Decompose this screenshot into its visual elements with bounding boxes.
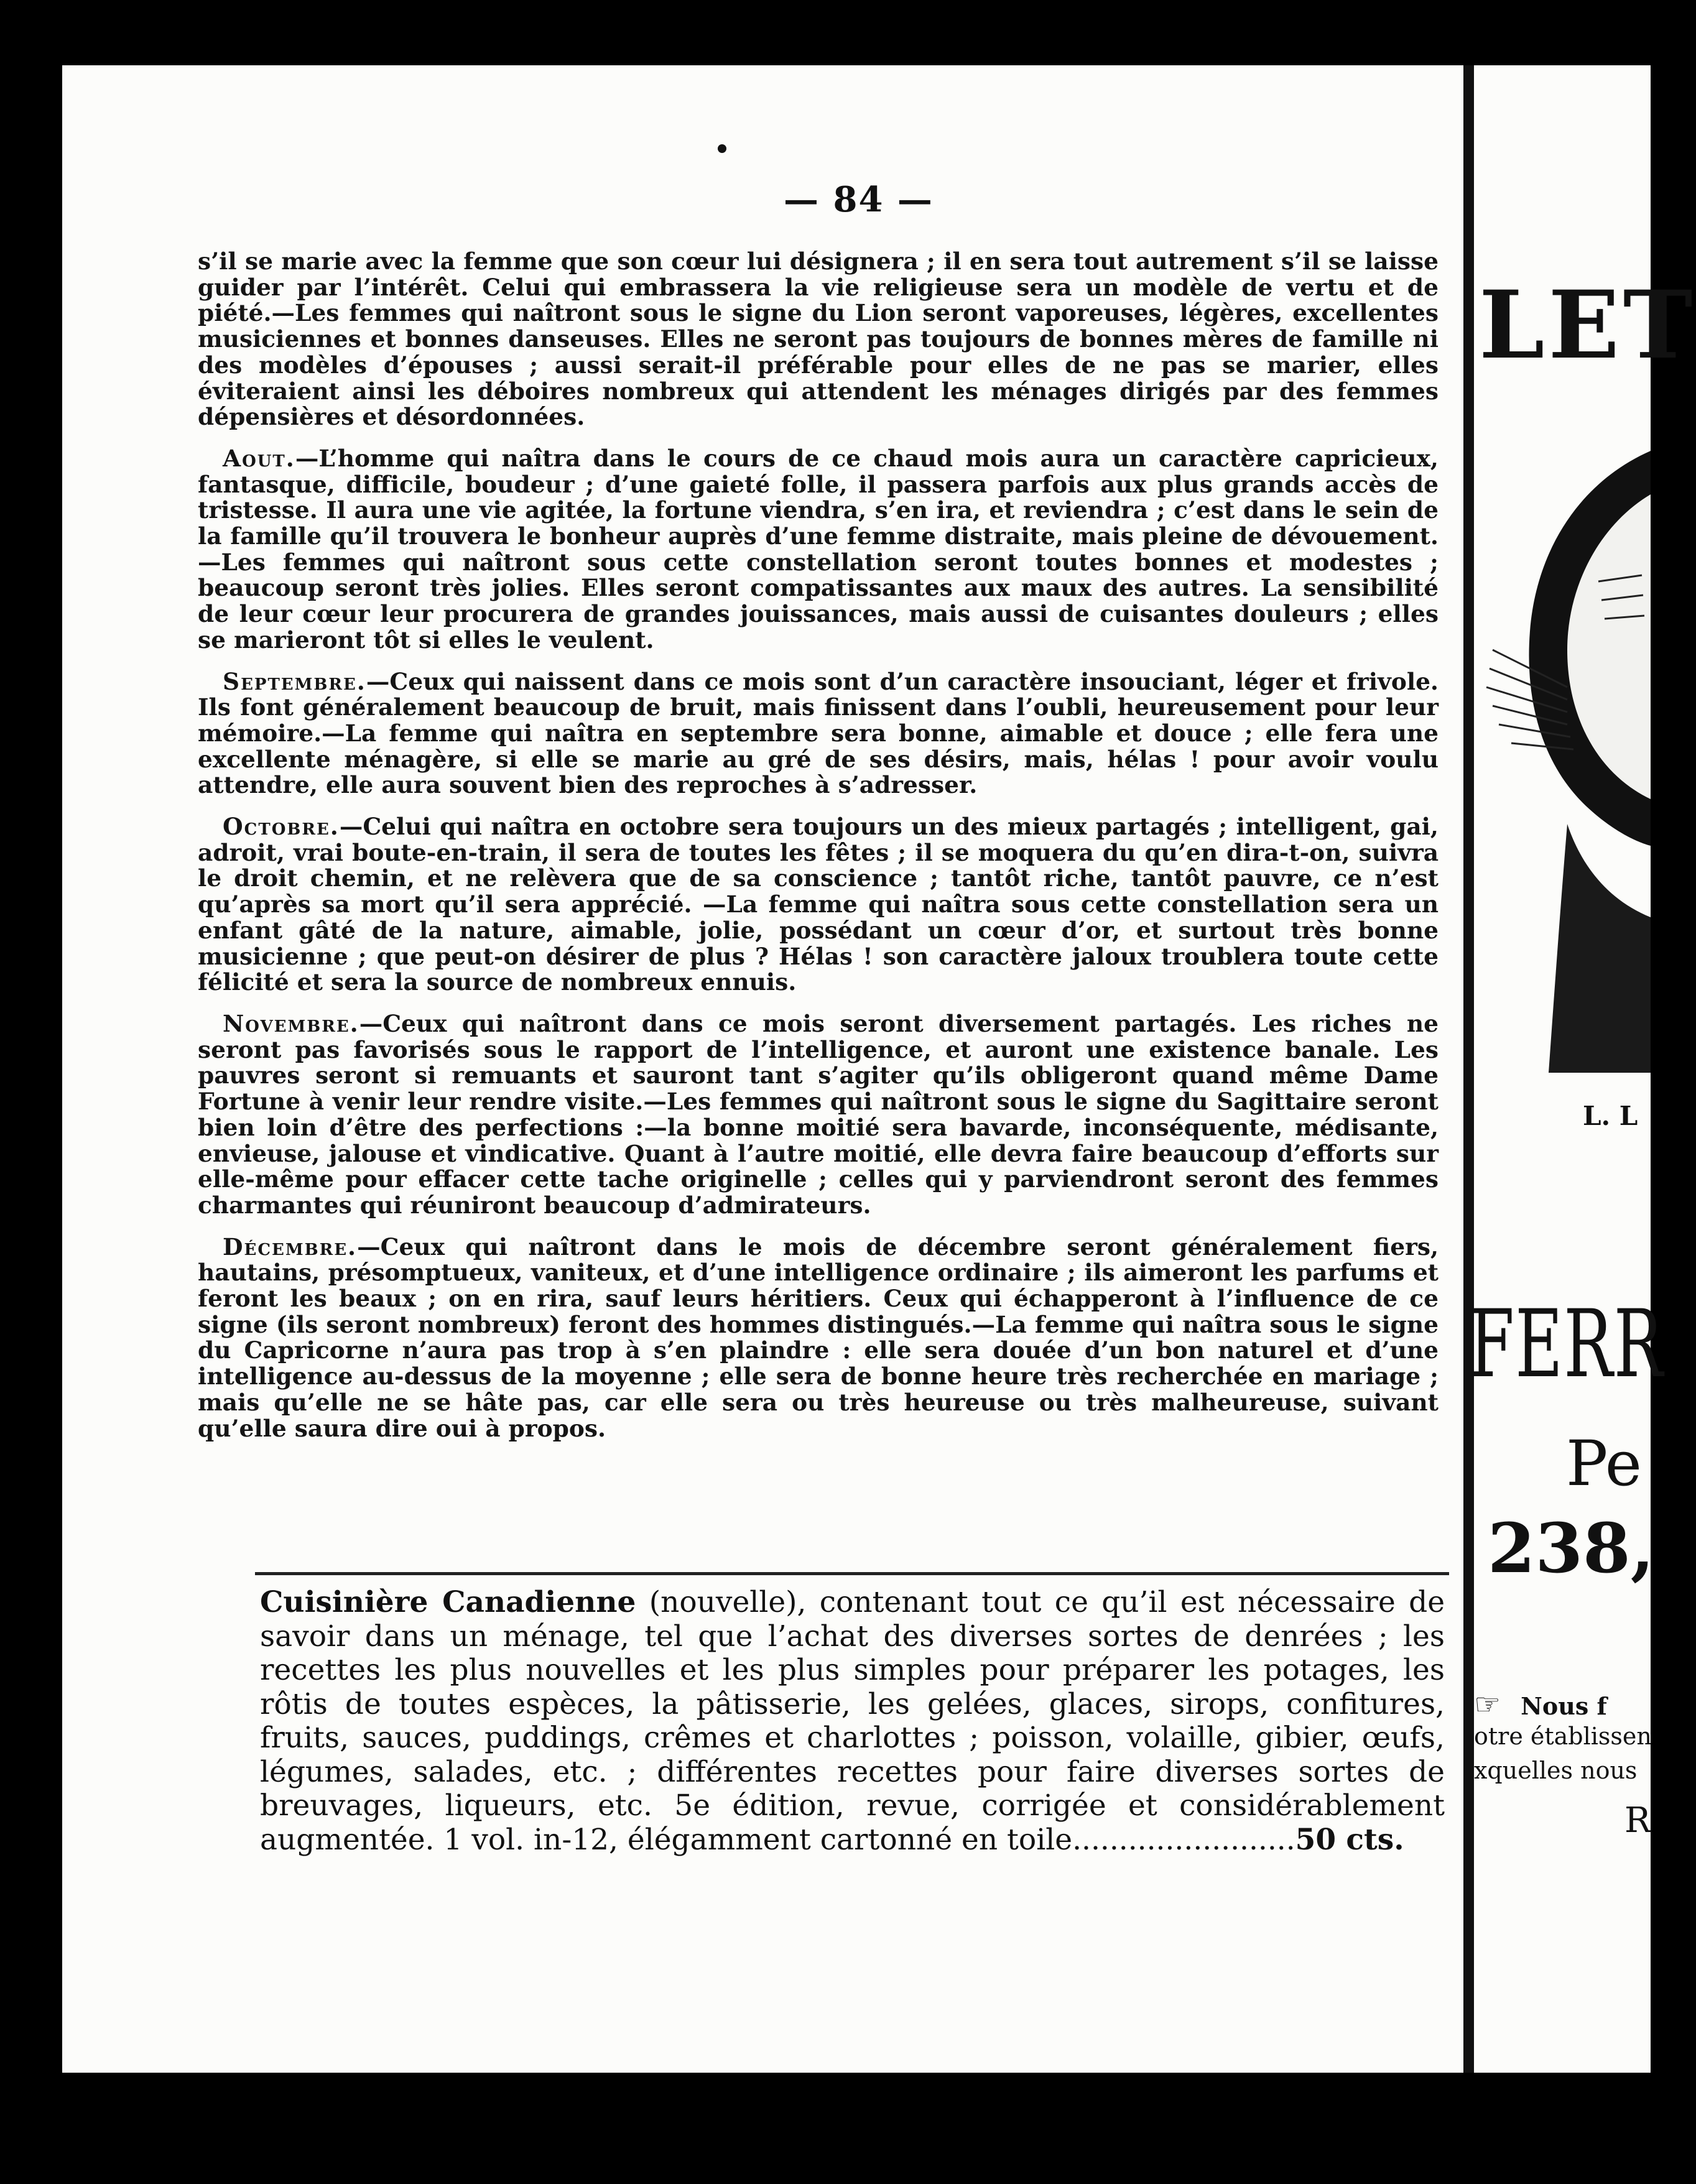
month-lead: Octobre. [223,813,340,841]
text-paragraph [198,446,1439,654]
paragraph-body: —L’homme qui naîtra dans le cours de ce chaud mois aura un caractère capricieux, fantasque, difficile, boudeur ; d’une gaieté folle, il passera parfois aux plus grands accès de tristesse. Il aura une vie agitée, la fortune viendra, s’en ira, et reviendra ; c’est dans le sein de la famille qu’il trouvera le bonheur auprès d’une femme distraite, mais pleine de dévouement.—Les femmes qui naîtront sous cette constellation seront toutes bonnes et modestes ; beaucoup seront très jolies. Elles seront compatissantes aux maux des autres. La sensibilité de leur cœur leur procurera de grandes jouissances, mais aussi de cuisantes douleurs ; elles se marieront tôt si elles le veulent. [198,444,1439,654]
facing-address: 238, [1488,1508,1654,1588]
notice-bold: Nous f [1521,1692,1607,1720]
advert-body: (nouvelle), contenant tout ce qu’il est nécessaire de savoir dans un ménage, tel que l’achat des diverses sortes de denrées ; les recettes les plus nouvelles et les plus simples pour préparer les potages, les rôtis de toutes espèces, la pâtisserie, les gelées, glaces, sirops, confitures, fruits, sauces, puddings, crêmes et charlottes ; poisson, volaille, gibier, œufs, légumes, salades, etc. ; différentes recettes pour faire diverses sortes de breuvages, liqueurs, etc. 5e édition, revue, corrigée et considérablement augmentée. 1 vol. in-12, élégamment cartonné en toile [260,1585,1445,1857]
facing-name: FERR [1469,1290,1664,1399]
advert-price: 50 cts. [1295,1822,1404,1857]
text-paragraph [198,249,1439,430]
pointing-hand-icon: ☞ [1474,1687,1501,1722]
facing-heading: LET [1479,271,1696,380]
paragraph-body: —Ceux qui naissent dans ce mois sont d’un caractère insouciant, léger et frivole. Ils font généralement beaucoup de bruit, mais finissent dans l’oubli, heureusement pour leur mémoire.—La femme qui naîtra en septembre sera bonne, aimable et douce ; elle fera une excellente ménagère, si elle se marie au gré de ses désirs, mais, hélas ! pour avoir voulu attendre, elle aura souvent bien des reproches à s’adresser. [198,667,1439,799]
section-rule [255,1572,1449,1575]
month-lead: Décembre. [223,1233,358,1261]
advert-title: Cuisinière Canadienne [260,1585,636,1619]
zodiac-text-column [198,249,1439,1457]
month-lead: Aout. [223,444,295,472]
advert-leader: ........................ [1072,1822,1295,1857]
facing-notice-line-2: otre établissen [1474,1723,1652,1750]
ink-dot [718,144,726,153]
text-paragraph [198,814,1439,996]
paragraph-body: —Ceux qui naîtront dans ce mois seront diversement partagés. Les riches ne seront pas favorisés sous le rapport de l’intelligence, et auront une existence banale. Les pauvres seront si remuants et sauront tant s’agiter qu’ils obligeront quand même Dame Fortune à venir leur rendre visite.—Les femmes qui naîtront sous le signe du Sagittaire seront bien loin d’être des perfections :—la bonne moitié sera bavarde, inconséquente, médisante, envieuse, jalouse et vindicative. Quant à l’autre moitié, elle devra faire beaucoup d’efforts sur elle-même pour effacer cette tache originelle ; celles qui y parviendront seront des femmes charmantes qui réuniront beaucoup d’admirateurs. [198,1009,1439,1219]
paragraph-body: —Ceux qui naîtront dans le mois de décembre seront généralement fiers, hautains, présomptueux, vaniteux, et d’une intelligence ordinaire ; ils aimeront les parfums et feront les beaux ; on en rira, sauf leurs héritiers. Ceux qui échapperont à l’influence de ce signe (ils seront nombreux) feront des hommes distingués.—La femme qui naîtra sous le signe du Capricorne n’aura pas trop à s’en plaindre : elle sera douée d’un bon naturel et d’une intelligence au-dessus de la moyenne ; elle sera de bonne heure très recherchée en mariage ; mais qu’elle ne se hâte pas, car elle sera ou très heureuse ou très malheureuse, suivant qu’elle saura dire oui à propos. [198,1233,1439,1442]
facing-page [1469,65,1696,2073]
facing-subtitle: Pe [1566,1427,1642,1500]
facing-bottom-letter: R [1624,1800,1651,1841]
facing-notice [1474,1687,1607,1722]
page-gutter [1463,65,1474,2073]
text-paragraph [198,1011,1439,1219]
paragraph-body: —Celui qui naîtra en octobre sera toujours un des mieux partagés ; intelligent, gai, adroit, vrai boute-en-train, il sera de toutes les fêtes ; il se moquera du qu’en dira-t-on, suivra le droit chemin, et ne relèvera que de sa conscience ; tantôt riche, tantôt pauvre, ce n’est qu’après sa mort qu’il sera apprécié. —La femme qui naîtra sous cette constellation sera un enfant gâté de la nature, aimable, jolie, possédant un cœur d’or, et surtout très bonne musicienne ; que peut-on désirer de plus ? Hélas ! son caractère jaloux troublera toute cette félicité et sera la source de nombreux ennuis. [198,813,1439,996]
facing-notice-line-3: xquelles nous [1474,1757,1638,1784]
paragraph-body: s’il se marie avec la femme que son cœur lui désignera ; il en sera tout autrement s’il se laisse guider par l’intérêt. Celui qui embrassera la vie religieuse sera un modèle de vertu et de piété.—Les femmes qui naîtront sous le signe du Lion seront vaporeuses, légères, excellentes musiciennes et bonnes danseuses. Elles ne seront pas toujours de bonnes mères de famille ni des modèles d’épouses ; aussi serait-il préférable pour elles de ne pas se marier, elles éviteraient ainsi les déboires nombreux qui attendent les ménages dirigés par des femmes dépensières et désordonnées. [198,248,1439,431]
page-number: — 84 — [784,179,934,220]
month-lead: Septembre. [223,667,366,695]
portrait-engraving [1474,426,1651,1073]
month-lead: Novembre. [223,1009,359,1037]
text-paragraph [198,1234,1439,1442]
text-paragraph [198,669,1439,799]
cookbook-advertisement [260,1586,1445,1857]
facing-initials: L. L [1583,1101,1638,1131]
